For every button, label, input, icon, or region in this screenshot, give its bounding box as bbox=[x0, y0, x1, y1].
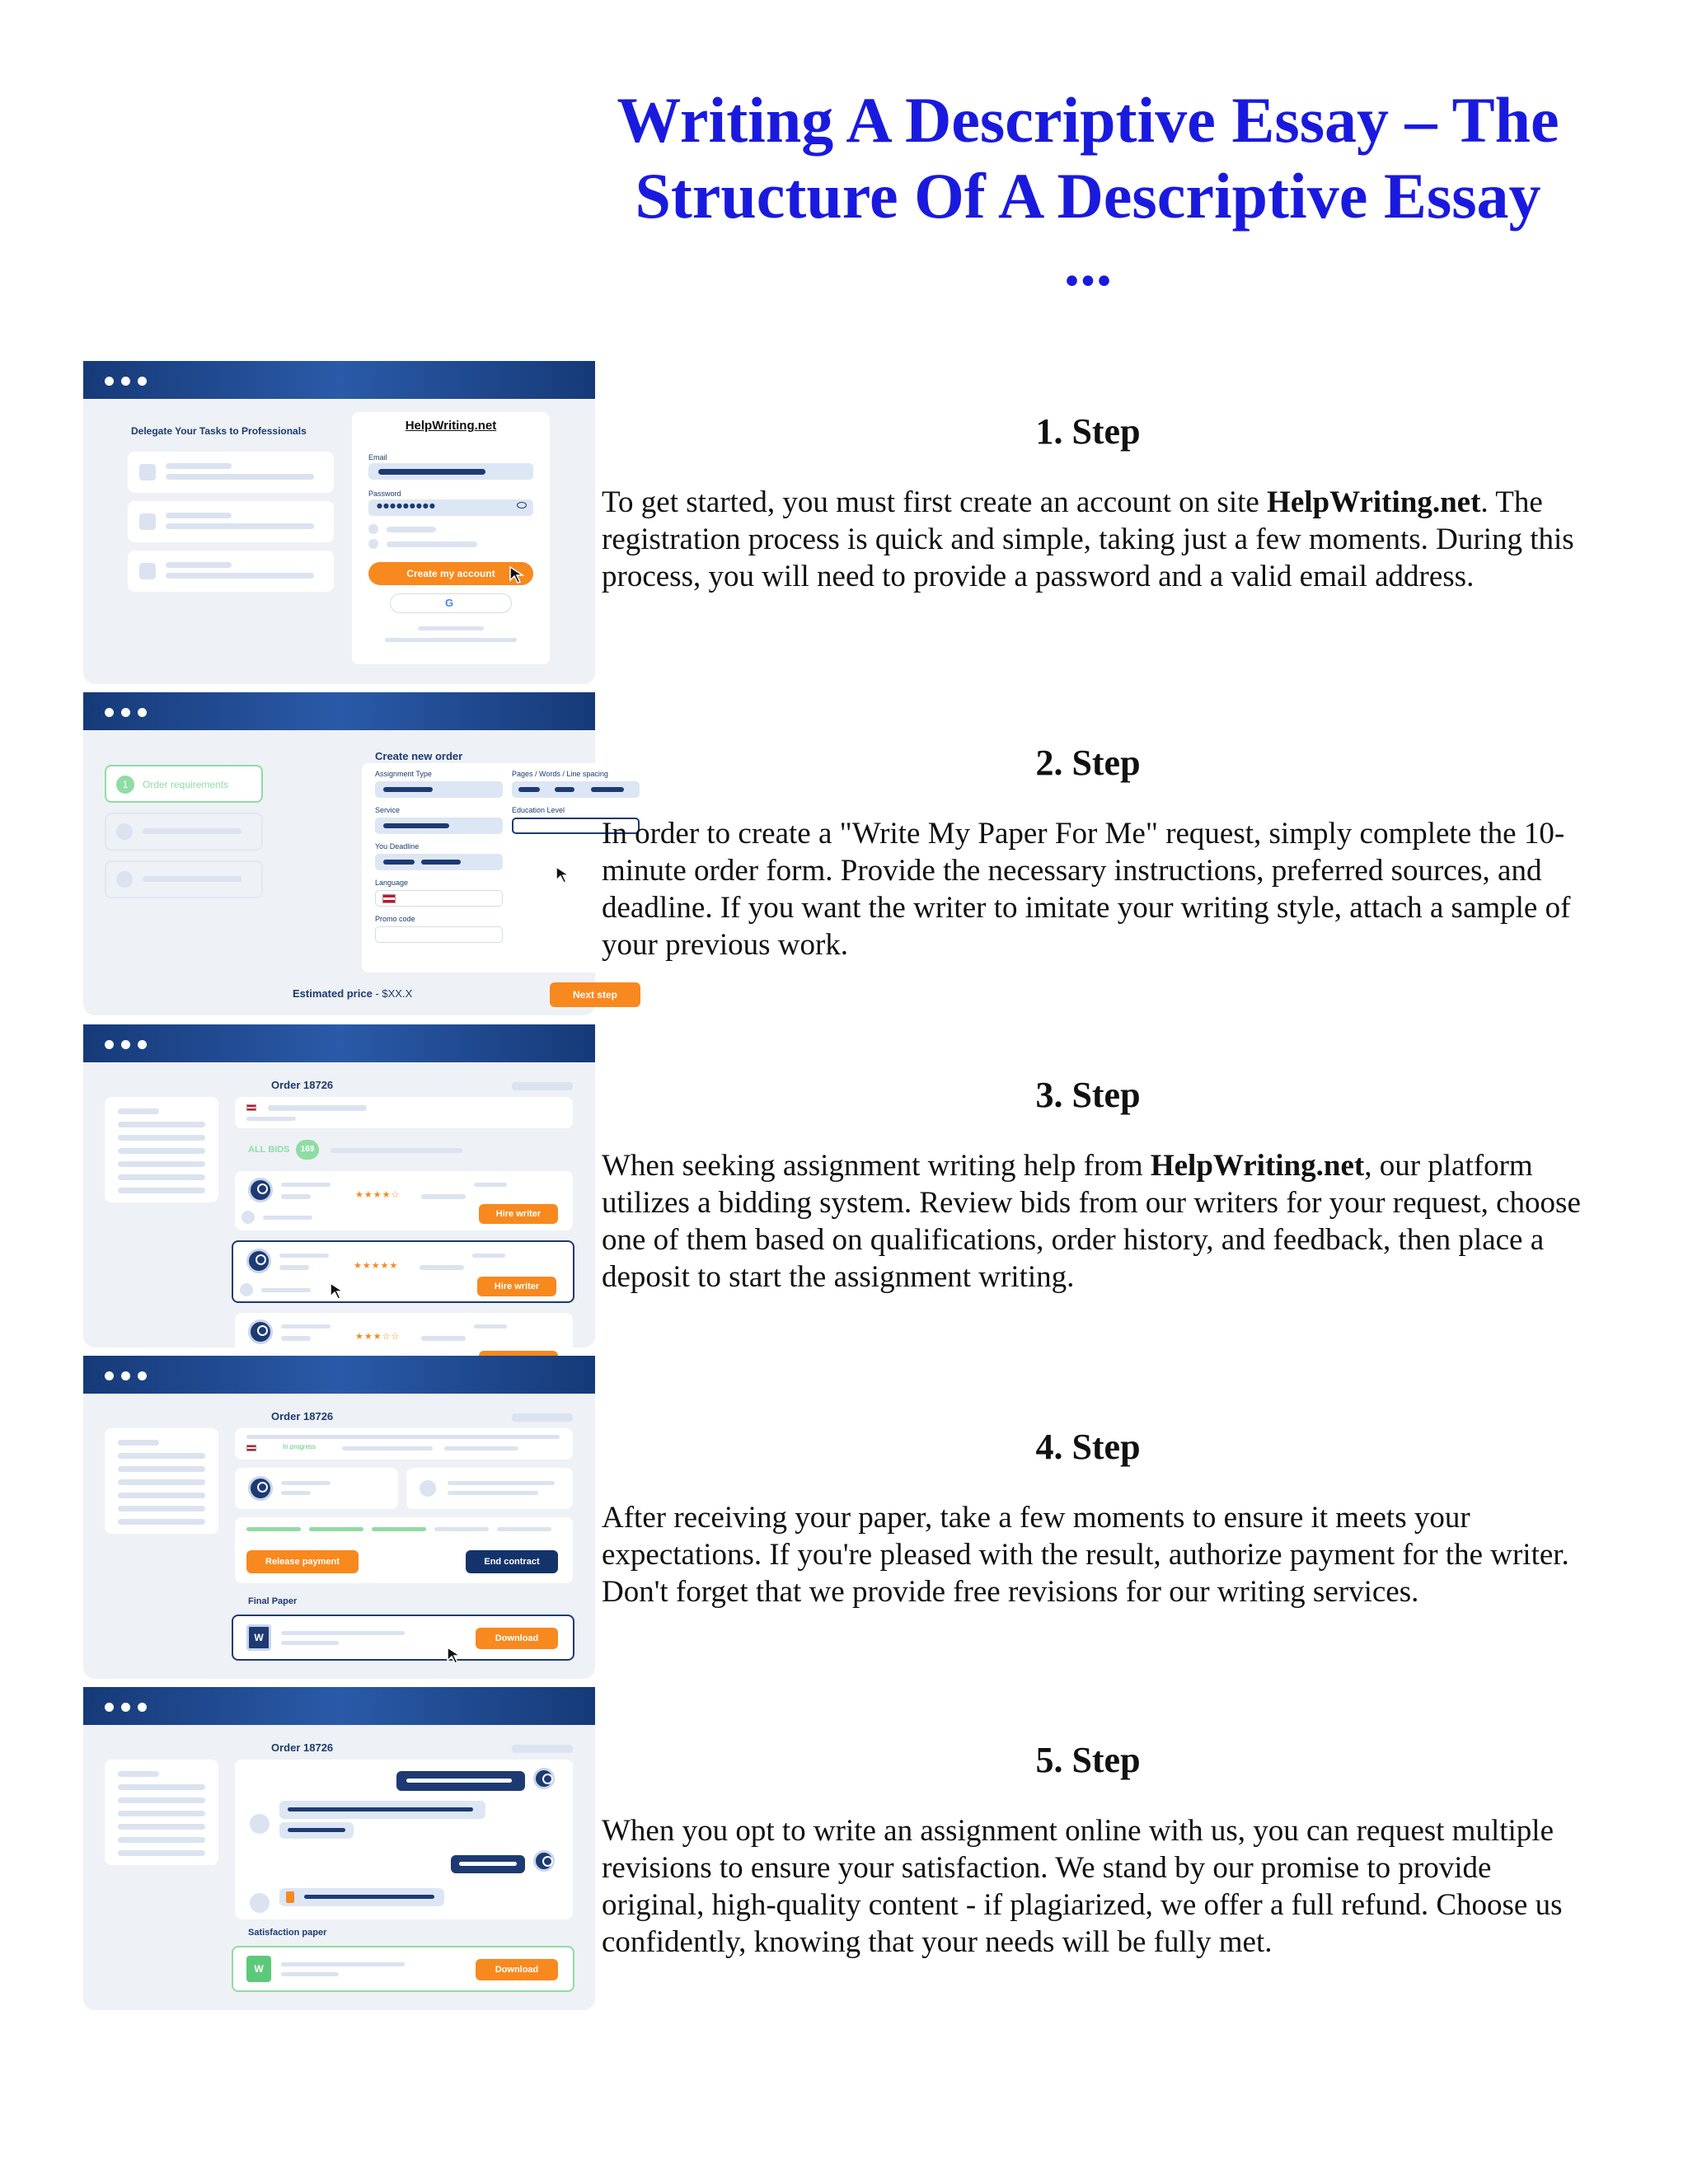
google-icon: G bbox=[445, 597, 454, 609]
screenshot-signup bbox=[83, 361, 595, 684]
sidebar-step-order-requirements[interactable] bbox=[105, 765, 263, 803]
cursor-icon bbox=[446, 1646, 464, 1666]
window-bar bbox=[83, 1356, 595, 1394]
payment-card bbox=[235, 1517, 573, 1583]
screenshot-order-form bbox=[83, 692, 618, 1015]
attachment-icon bbox=[286, 1891, 294, 1903]
window-dots bbox=[105, 1038, 154, 1053]
final-paper-label: Final Paper bbox=[248, 1596, 298, 1606]
step-text: When seeking assignment writing help from HelpWriting.net, our platform utilizes a bidding system. Review bids from our writers for your request, choose one of them based on qualifications, order history, and feedback, then place a deposit to start the assignment writing. bbox=[602, 1149, 1581, 1294]
email-label: Email bbox=[368, 453, 387, 462]
step-heading: 3. Step bbox=[1035, 1075, 1141, 1115]
all-bids-label: ALL BIDS bbox=[248, 1145, 290, 1155]
window-dots bbox=[105, 1370, 154, 1385]
language-select[interactable] bbox=[375, 890, 503, 907]
bid-card-selected[interactable] bbox=[232, 1240, 574, 1303]
page-title bbox=[602, 82, 1574, 302]
satisfaction-paper-file[interactable] bbox=[232, 1946, 574, 1992]
window-dots bbox=[105, 706, 154, 721]
deadline-label: You Deadline bbox=[375, 842, 420, 851]
user-avatar bbox=[533, 1850, 555, 1872]
writer-avatar bbox=[246, 1249, 271, 1273]
step-2 bbox=[602, 742, 1591, 963]
step-4 bbox=[602, 1426, 1591, 1610]
deadline-field[interactable] bbox=[375, 854, 503, 870]
feature-card bbox=[128, 551, 334, 592]
sidebar-step[interactable] bbox=[105, 860, 263, 898]
password-mask: ●●●●●●●●● bbox=[377, 502, 436, 509]
step-text: In order to create a "Write My Paper For Me" request, simply complete the 10-minute order form. Provide the necessary instructions, preferred sources, and deadline. If you want the writer to imitate your writing style, attach a sample of your previous work. bbox=[602, 817, 1571, 962]
title-line-3: ... bbox=[1063, 227, 1113, 299]
order-summary bbox=[235, 1097, 573, 1128]
window-dots bbox=[105, 1701, 154, 1716]
step-heading: 4. Step bbox=[1035, 1427, 1141, 1467]
bids-count-badge: 169 bbox=[296, 1140, 319, 1160]
feature-card bbox=[128, 501, 334, 542]
step-3 bbox=[602, 1074, 1591, 1296]
chat-message-sent bbox=[451, 1855, 525, 1873]
step-label: Order requirements bbox=[143, 779, 229, 790]
email-field[interactable] bbox=[368, 463, 533, 480]
window-dots bbox=[105, 375, 154, 390]
signup-form bbox=[352, 412, 550, 664]
estimated-price-value: - $XX.X bbox=[372, 987, 413, 1000]
feature-card bbox=[128, 452, 334, 493]
writer-card bbox=[235, 1468, 398, 1509]
chat-message-received bbox=[279, 1888, 444, 1906]
language-label: Language bbox=[375, 879, 409, 887]
title-line-2: Structure Of A Descriptive Essay bbox=[635, 160, 1541, 232]
order-title: Order 18726 bbox=[271, 1410, 334, 1422]
chat-area bbox=[235, 1760, 573, 1919]
next-step-button[interactable]: Next step bbox=[550, 982, 640, 1007]
satisfaction-paper-label: Satisfaction paper bbox=[248, 1928, 327, 1938]
final-paper-file[interactable] bbox=[232, 1615, 574, 1661]
screenshot-bids bbox=[83, 1024, 595, 1347]
window-bar bbox=[83, 692, 595, 730]
eye-icon[interactable] bbox=[517, 502, 527, 509]
chat-message-sent bbox=[396, 1771, 525, 1791]
sidebar-step[interactable] bbox=[105, 813, 263, 851]
download-button[interactable]: Download bbox=[476, 1959, 558, 1980]
sidebar-menu bbox=[105, 1428, 218, 1534]
assignment-type-select[interactable] bbox=[375, 781, 503, 798]
title-line-1: Writing A Descriptive Essay – The bbox=[617, 84, 1559, 156]
bid-card[interactable] bbox=[235, 1171, 573, 1230]
step-text: When you opt to write an assignment online with us, you can request multiple revisions to ensure your satisfaction. We stand by our promise to provide original, high-quality content - if plagiarized, we offer a full refund. Choose us confidently, knowing that your needs will be fully met. bbox=[602, 1814, 1563, 1959]
cursor-icon bbox=[509, 565, 527, 585]
password-field[interactable] bbox=[368, 499, 533, 516]
education-label: Education Level bbox=[512, 806, 565, 814]
promo-label: Promo code bbox=[375, 915, 415, 923]
rating-stars: ★★★☆☆ bbox=[355, 1331, 401, 1342]
window-bar bbox=[83, 1024, 595, 1062]
order-title: Order 18726 bbox=[271, 1079, 334, 1091]
screenshot-revisions bbox=[83, 1687, 595, 2010]
chat-message-received bbox=[279, 1822, 354, 1839]
promo-field[interactable] bbox=[375, 926, 503, 943]
writer-avatar bbox=[248, 1178, 273, 1202]
screenshot-release-payment bbox=[83, 1356, 595, 1679]
google-signin-button[interactable] bbox=[390, 593, 512, 613]
order-title: Order 18726 bbox=[271, 1741, 334, 1754]
brand-name: HelpWriting.net bbox=[1150, 1149, 1365, 1183]
hire-writer-button[interactable]: Hire writer bbox=[477, 1277, 556, 1296]
brand-name: HelpWriting.net bbox=[1267, 485, 1481, 519]
step-text: After receiving your paper, take a few moments to ensure it meets your expectations. If you're pleased with the result, authorize payment for the writer. Don't forget that we provide free revisions for our writing services. bbox=[602, 1501, 1569, 1609]
service-label: Service bbox=[375, 806, 401, 814]
delegate-heading: Delegate Your Tasks to Professionals bbox=[131, 425, 307, 437]
end-contract-button[interactable]: End contract bbox=[466, 1550, 558, 1573]
release-payment-button[interactable]: Release payment bbox=[246, 1550, 359, 1573]
cursor-icon bbox=[329, 1282, 347, 1301]
service-select[interactable] bbox=[375, 818, 503, 834]
step-heading: 5. Step bbox=[1035, 1740, 1141, 1780]
sidebar-menu bbox=[105, 1760, 218, 1865]
download-button[interactable]: Download bbox=[476, 1628, 558, 1649]
pages-label: Pages / Words / Line spacing bbox=[512, 770, 608, 778]
assignment-type-label: Assignment Type bbox=[375, 770, 432, 778]
rating-stars: ★★★★☆ bbox=[355, 1189, 401, 1200]
create-account-button[interactable]: Create my account bbox=[368, 562, 533, 585]
window-bar bbox=[83, 361, 595, 399]
estimated-price-label: Estimated price bbox=[293, 987, 373, 1000]
rating-stars: ★★★★★ bbox=[354, 1260, 399, 1271]
word-file-icon: W bbox=[246, 1624, 271, 1651]
cursor-icon bbox=[555, 865, 573, 885]
sidebar-menu bbox=[105, 1097, 218, 1202]
chat-message-received bbox=[279, 1801, 485, 1819]
create-order-heading: Create new order bbox=[375, 750, 463, 762]
step-heading: 2. Step bbox=[1035, 743, 1141, 783]
window-bar bbox=[83, 1687, 595, 1725]
word-file-icon: W bbox=[246, 1956, 271, 1982]
user-avatar bbox=[533, 1768, 555, 1789]
password-label: Password bbox=[368, 490, 401, 498]
step-heading: 1. Step bbox=[1035, 411, 1141, 452]
writer-avatar bbox=[248, 1476, 273, 1501]
step-1 bbox=[602, 410, 1591, 595]
order-summary bbox=[235, 1428, 573, 1460]
step-5 bbox=[602, 1739, 1591, 1961]
bid-card[interactable] bbox=[235, 1313, 573, 1362]
brand-logo: HelpWriting.net bbox=[405, 419, 497, 433]
hire-writer-button[interactable]: Hire writer bbox=[479, 1204, 558, 1224]
step-number-badge: 1 bbox=[116, 776, 134, 794]
step-text: To get started, you must first create an account on site HelpWriting.net. The registration process is quick and simple, taking just a few moments. During this process, you will need to provide a password and a valid email address. bbox=[602, 485, 1574, 593]
writer-avatar bbox=[248, 1319, 273, 1344]
support-card bbox=[406, 1468, 573, 1509]
status-in-progress: In progress bbox=[283, 1443, 316, 1451]
